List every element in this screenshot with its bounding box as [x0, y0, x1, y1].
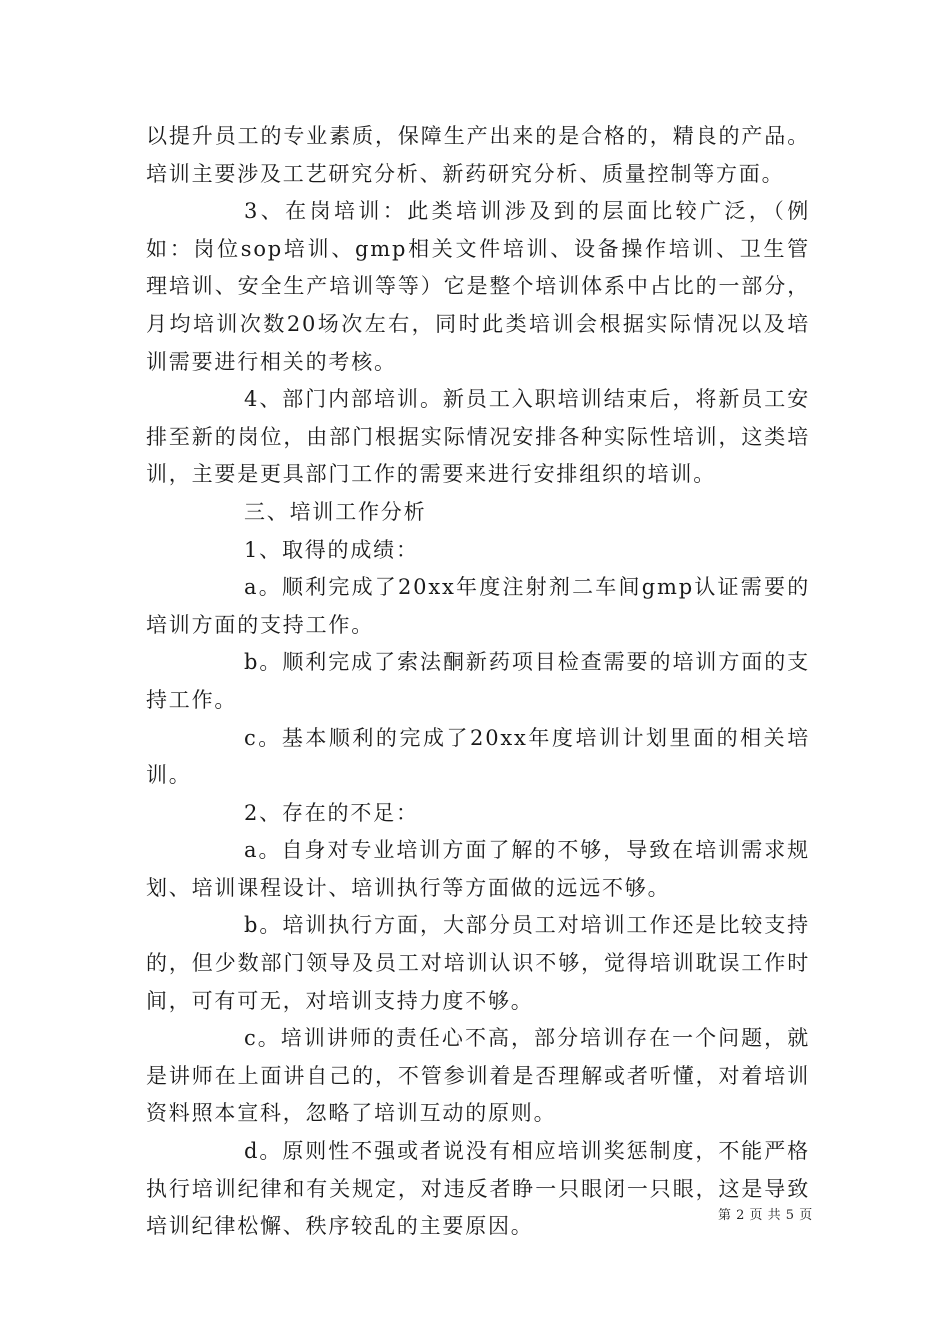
paragraph-10: b。培训执行方面，大部分员工对培训工作还是比较支持的，但少数部门领导及员工对培训认识不够，觉得培训耽误工作时间，可有可无，对培训支持力度不够。 [146, 913, 810, 1013]
paragraph-7: c。基本顺利的完成了20xx年度培训计划里面的相关培训。 [146, 725, 810, 788]
paragraph-1: 3、在岗培训：此类培训涉及到的层面比较广泛，（例如：岗位sop培训、gmp相关文件培训、设备操作培训、卫生管理培训、安全生产培训等等）它是整个培训体系中占比的一部分，月均培训次数20场次左右，同时此类培训会根据实际情况以及培训需要进行相关的考核。 [146, 199, 810, 374]
section-heading: 三、培训工作分析 [244, 499, 427, 524]
paragraph-9: a。自身对专业培训方面了解的不够，导致在培训需求规划、培训课程设计、培训执行等方面做的远远不够。 [146, 838, 810, 900]
document-page [146, 118, 810, 1246]
paragraph-0: 以提升员工的专业素质，保障生产出来的是合格的，精良的产品。培训主要涉及工艺研究分析、新药研究分析、质量控制等方面。 [146, 124, 810, 186]
paragraph-5: a。顺利完成了20xx年度注射剂二车间gmp认证需要的培训方面的支持工作。 [146, 575, 810, 637]
paragraph-11: c。培训讲师的责任心不高，部分培训存在一个问题，就是讲师在上面讲自己的，不管参训着是否理解或者听懂，对着培训资料照本宣科，忽略了培训互动的原则。 [146, 1026, 810, 1126]
paragraph-6: b。顺利完成了索法酮新药项目检查需要的培训方面的支持工作。 [146, 650, 810, 712]
paragraph-2: 4、部门内部培训。新员工入职培训结束后，将新员工安排至新的岗位，由部门根据实际情况安排各种实际性培训，这类培训，主要是更具部门工作的需要来进行安排组织的培训。 [146, 387, 810, 487]
page-number: 第 2 页 共 5 页 [718, 1208, 813, 1223]
paragraph-12: d。原则性不强或者说没有相应培训奖惩制度，不能严格执行培训纪律和有关规定，对违反者睁一只眼闭一只眼，这是导致培训纪律松懈、秩序较乱的主要原因。 [146, 1139, 810, 1239]
subheading-achievements: 1、取得的成绩： [244, 537, 419, 562]
subheading-shortcomings: 2、存在的不足： [244, 800, 419, 825]
